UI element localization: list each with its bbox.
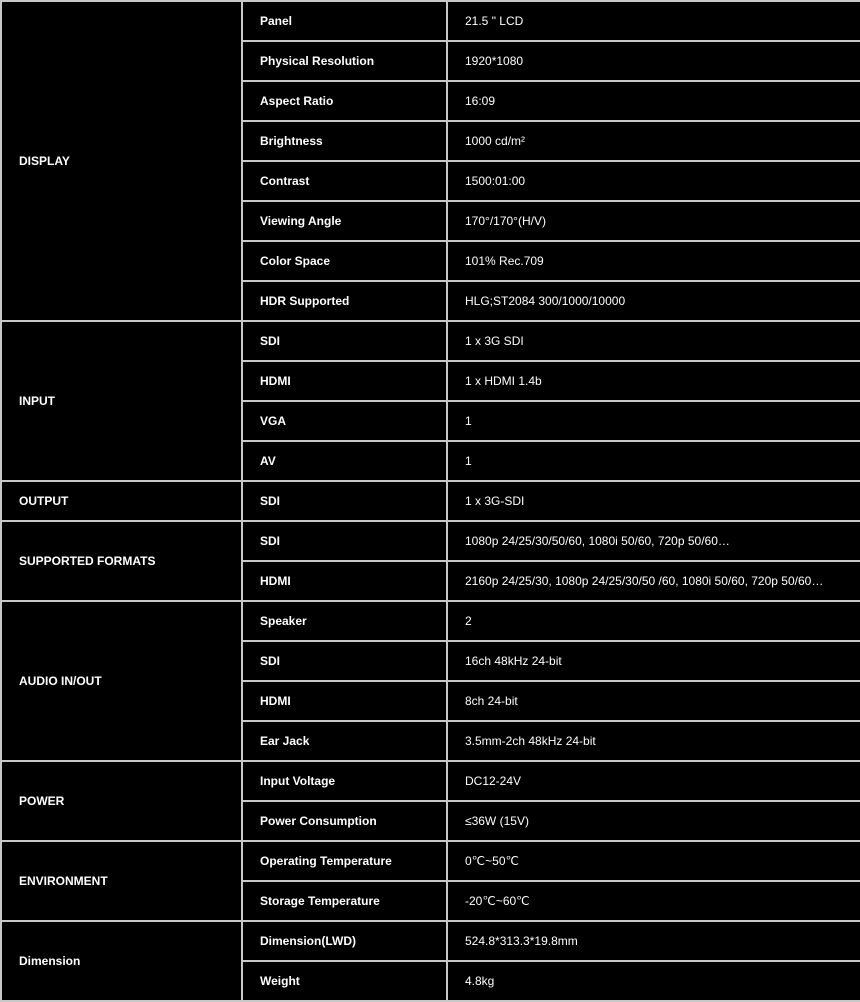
spec-value-cell: 3.5mm-2ch 48kHz 24-bit — [447, 721, 860, 761]
spec-key-cell: SDI — [242, 641, 447, 681]
spec-key-cell: Input Voltage — [242, 761, 447, 801]
spec-value-cell: 1080p 24/25/30/50/60, 1080i 50/60, 720p 50/60… — [447, 521, 860, 561]
category-cell: DISPLAY — [1, 1, 242, 321]
spec-value-cell: 8ch 24-bit — [447, 681, 860, 721]
spec-value-cell: 1 x HDMI 1.4b — [447, 361, 860, 401]
spec-value-cell: 0℃~50℃ — [447, 841, 860, 881]
spec-value-cell: 16ch 48kHz 24-bit — [447, 641, 860, 681]
table-row — [1, 1, 860, 41]
spec-value-cell: DC12-24V — [447, 761, 860, 801]
spec-key-cell: Speaker — [242, 601, 447, 641]
spec-key-cell: AV — [242, 441, 447, 481]
spec-key-cell: HDMI — [242, 681, 447, 721]
spec-value-cell: HLG;ST2084 300/1000/10000 — [447, 281, 860, 321]
spec-value-cell: 1 — [447, 441, 860, 481]
spec-key-cell: Color Space — [242, 241, 447, 281]
spec-key-cell: Brightness — [242, 121, 447, 161]
spec-key-cell: Dimension(LWD) — [242, 921, 447, 961]
spec-value-cell: 1500:01:00 — [447, 161, 860, 201]
spec-key-cell: SDI — [242, 321, 447, 361]
table-row — [1, 921, 860, 961]
spec-key-cell: Weight — [242, 961, 447, 1001]
spec-key-cell: HDR Supported — [242, 281, 447, 321]
spec-key-cell: SDI — [242, 521, 447, 561]
spec-value-cell: 2 — [447, 601, 860, 641]
category-cell: POWER — [1, 761, 242, 841]
spec-value-cell: 1 x 3G-SDI — [447, 481, 860, 521]
spec-value-cell: 1 x 3G SDI — [447, 321, 860, 361]
spec-key-cell: Power Consumption — [242, 801, 447, 841]
spec-key-cell: Storage Temperature — [242, 881, 447, 921]
table-row — [1, 761, 860, 801]
spec-key-cell: Ear Jack — [242, 721, 447, 761]
category-cell: Dimension — [1, 921, 242, 1001]
spec-value-cell: 2160p 24/25/30, 1080p 24/25/30/50 /60, 1080i 50/60, 720p 50/60… — [447, 561, 860, 601]
table-row — [1, 841, 860, 881]
category-cell: INPUT — [1, 321, 242, 481]
spec-key-cell: HDMI — [242, 561, 447, 601]
spec-value-cell: -20℃~60℃ — [447, 881, 860, 921]
spec-key-cell: Operating Temperature — [242, 841, 447, 881]
category-cell: SUPPORTED FORMATS — [1, 521, 242, 601]
spec-key-cell: Contrast — [242, 161, 447, 201]
spec-table-body — [1, 1, 860, 1001]
spec-key-cell: Viewing Angle — [242, 201, 447, 241]
spec-value-cell: 1920*1080 — [447, 41, 860, 81]
spec-key-cell: VGA — [242, 401, 447, 441]
spec-key-cell: HDMI — [242, 361, 447, 401]
category-cell: ENVIRONMENT — [1, 841, 242, 921]
spec-value-cell: ≤36W (15V) — [447, 801, 860, 841]
table-row — [1, 521, 860, 561]
spec-value-cell: 101% Rec.709 — [447, 241, 860, 281]
spec-value-cell: 170°/170°(H/V) — [447, 201, 860, 241]
spec-key-cell: Physical Resolution — [242, 41, 447, 81]
spec-key-cell: Aspect Ratio — [242, 81, 447, 121]
category-cell: AUDIO IN/OUT — [1, 601, 242, 761]
spec-key-cell: SDI — [242, 481, 447, 521]
spec-key-cell: Panel — [242, 1, 447, 41]
table-row — [1, 481, 860, 521]
spec-value-cell: 1000 cd/m² — [447, 121, 860, 161]
category-cell: OUTPUT — [1, 481, 242, 521]
spec-value-cell: 4.8kg — [447, 961, 860, 1001]
table-row — [1, 601, 860, 641]
table-row — [1, 321, 860, 361]
spec-value-cell: 21.5 " LCD — [447, 1, 860, 41]
spec-value-cell: 524.8*313.3*19.8mm — [447, 921, 860, 961]
spec-value-cell: 1 — [447, 401, 860, 441]
spec-value-cell: 16:09 — [447, 81, 860, 121]
